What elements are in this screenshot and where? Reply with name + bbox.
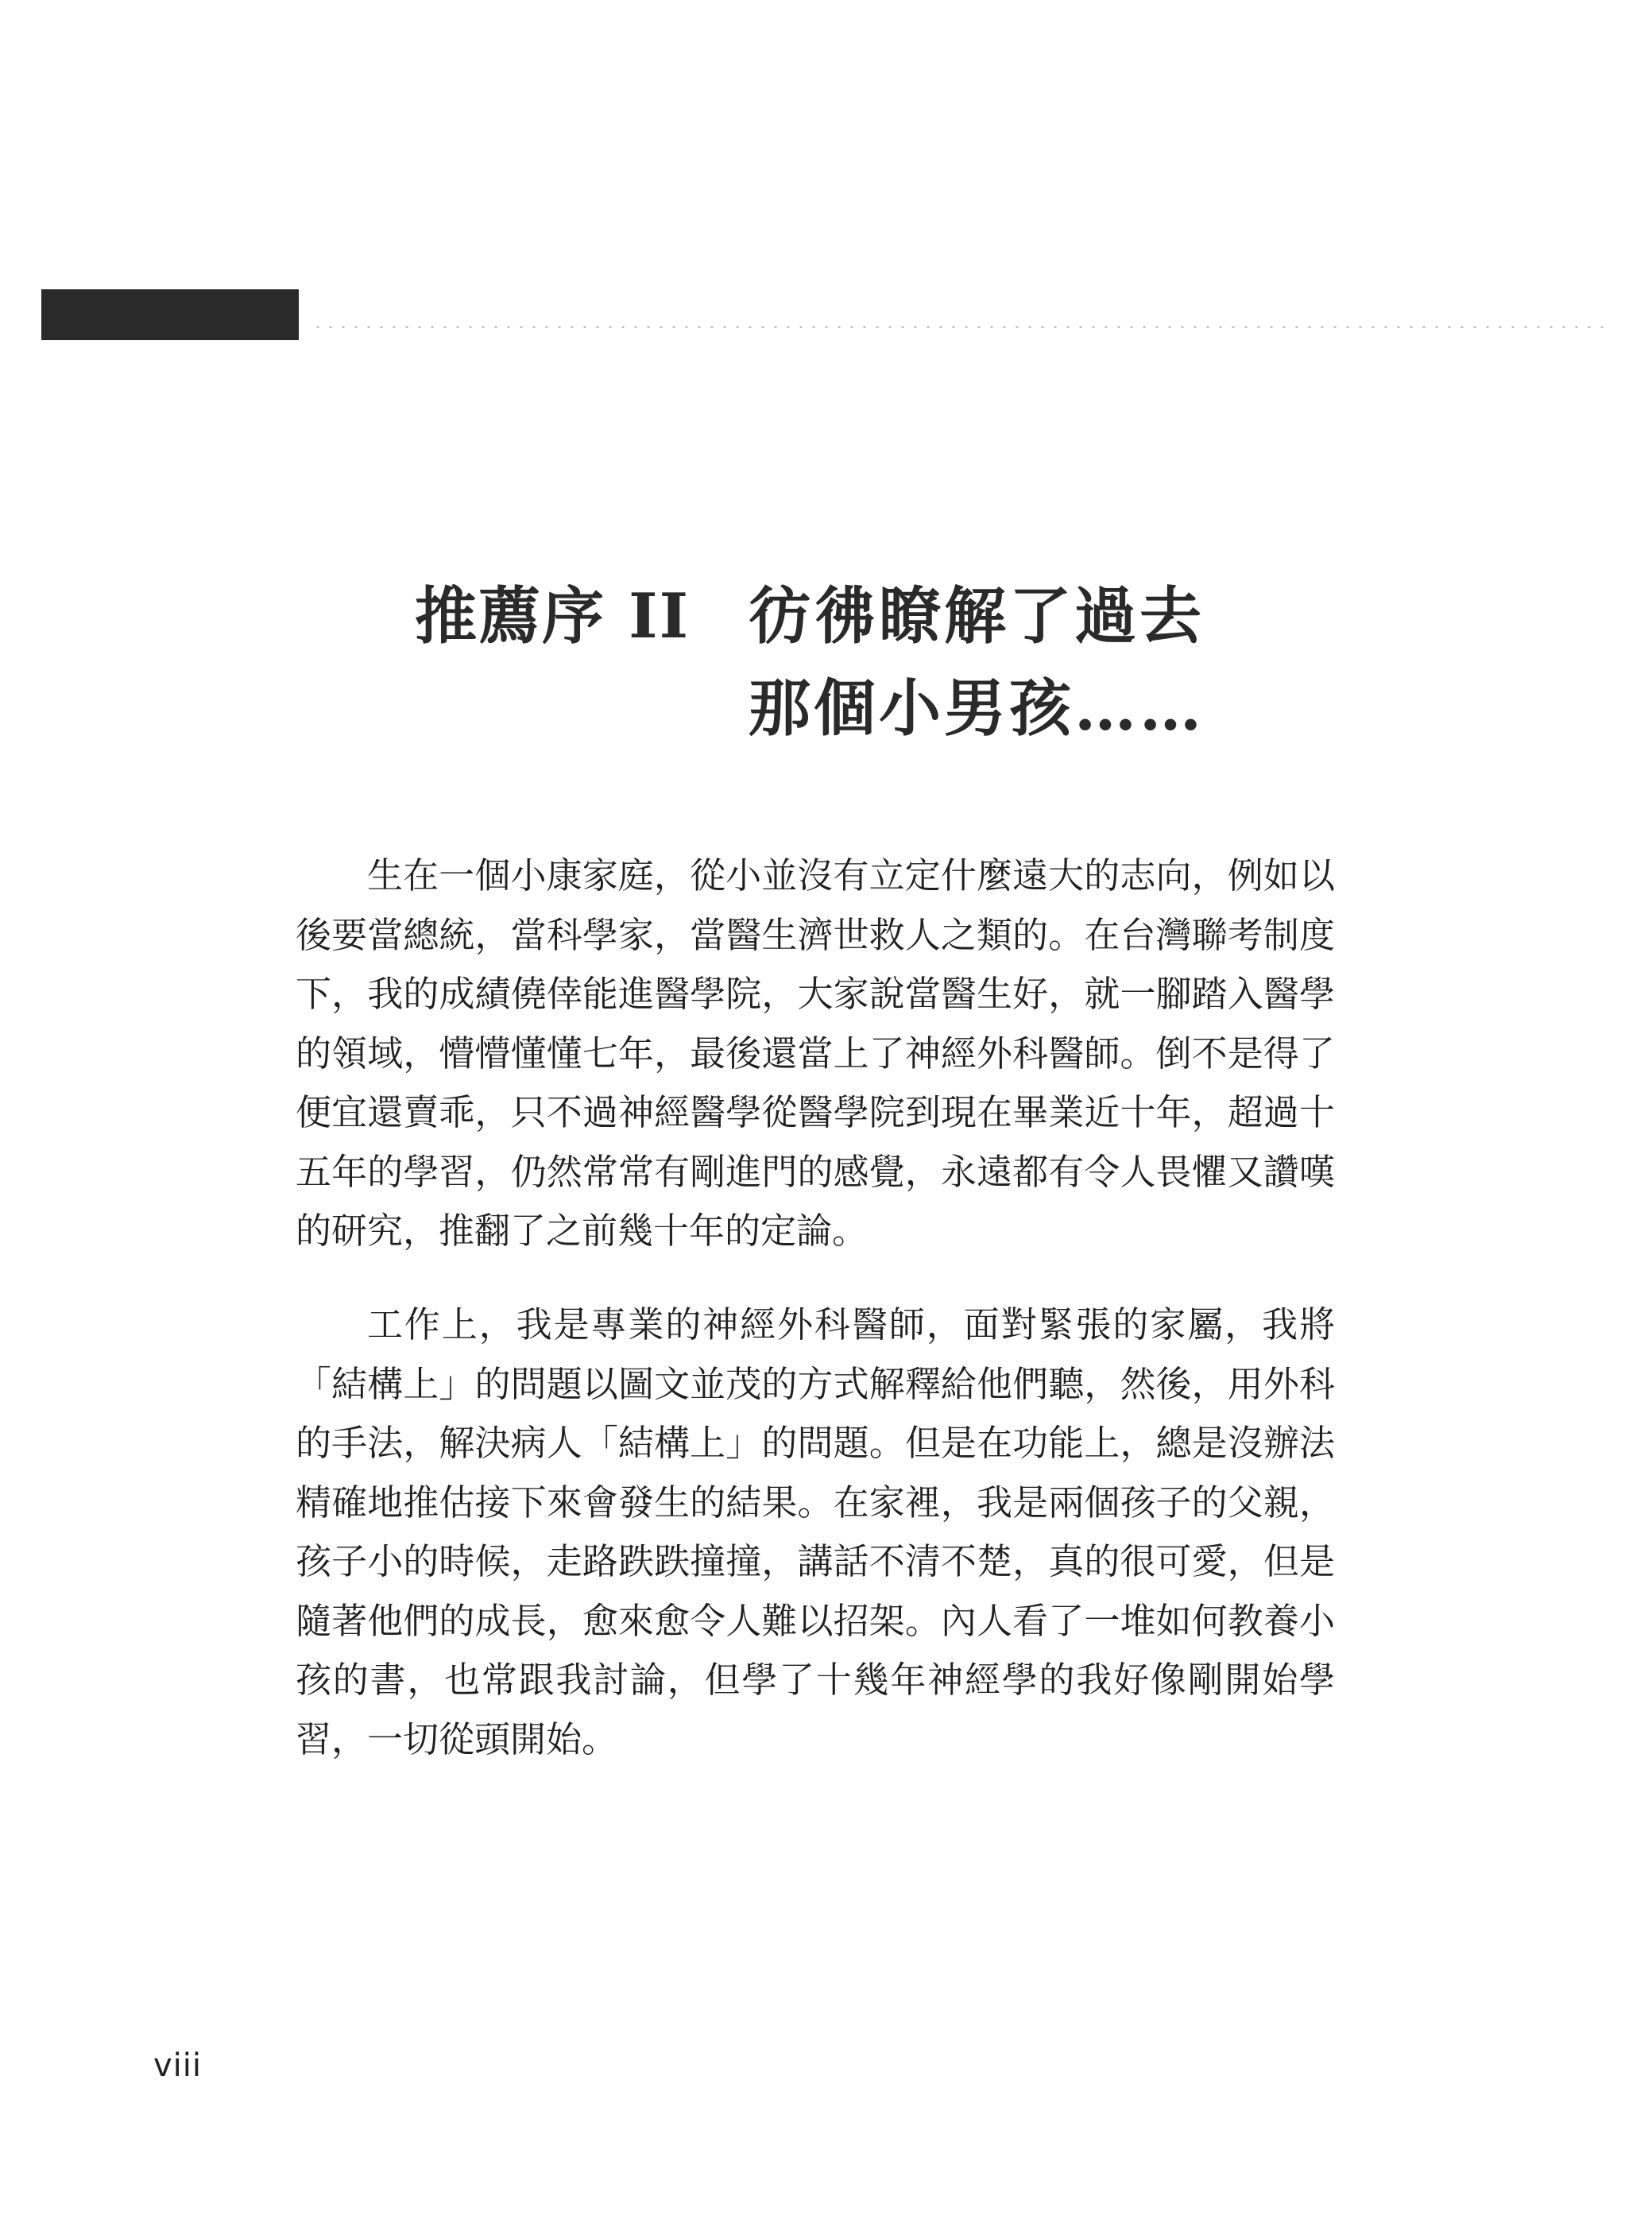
chapter-title	[415, 571, 1289, 755]
page-number: viii	[153, 2047, 203, 2084]
header-dotted-rule	[311, 296, 1607, 327]
chapter-title-lines	[749, 571, 1205, 755]
chapter-title-line-2: 那個小男孩……	[749, 672, 1205, 745]
header-bar	[41, 289, 299, 340]
chapter-title-row	[415, 571, 1289, 755]
chapter-title-label: 推薦序 II	[415, 580, 691, 652]
chapter-title-line-1: 彷彿瞭解了過去	[749, 580, 1205, 652]
body-paragraph-1: 生在一個小康家庭，從小並沒有立定什麼遠大的志向，例如以後要當總統，當科學家，當醫生濟世救人之類的。在台灣聯考制度下，我的成績僥倖能進醫學院，大家說當醫生好，就一腳踏入醫學的領域，懵懵懂懂七年，最後還當上了神經外科醫師。倒不是得了便宜還賣乖，只不過神經醫學從醫學院到現在畢業近十年，超過十五年的學習，仍然常常有剛進門的感覺，永遠都有令人畏懼又讚嘆的研究，推翻了之前幾十年的定論。	[296, 854, 1335, 1252]
body-paragraph-2: 工作上，我是專業的神經外科醫師，面對緊張的家屬，我將「結構上」的問題以圖文並茂的方式解釋給他們聽，然後，用外科的手法，解決病人「結構上」的問題。但是在功能上，總是沒辦法精確地推估接下來會發生的結果。在家裡，我是兩個孩子的父親，孩子小的時候，走路跌跌撞撞，講話不清不楚，真的很可愛，但是隨著他們的成長，愈來愈令人難以招架。內人看了一堆如何教養小孩的書，也常跟我討論，但學了十幾年神經學的我好像剛開始學習，一切從頭開始。	[296, 1303, 1335, 1760]
